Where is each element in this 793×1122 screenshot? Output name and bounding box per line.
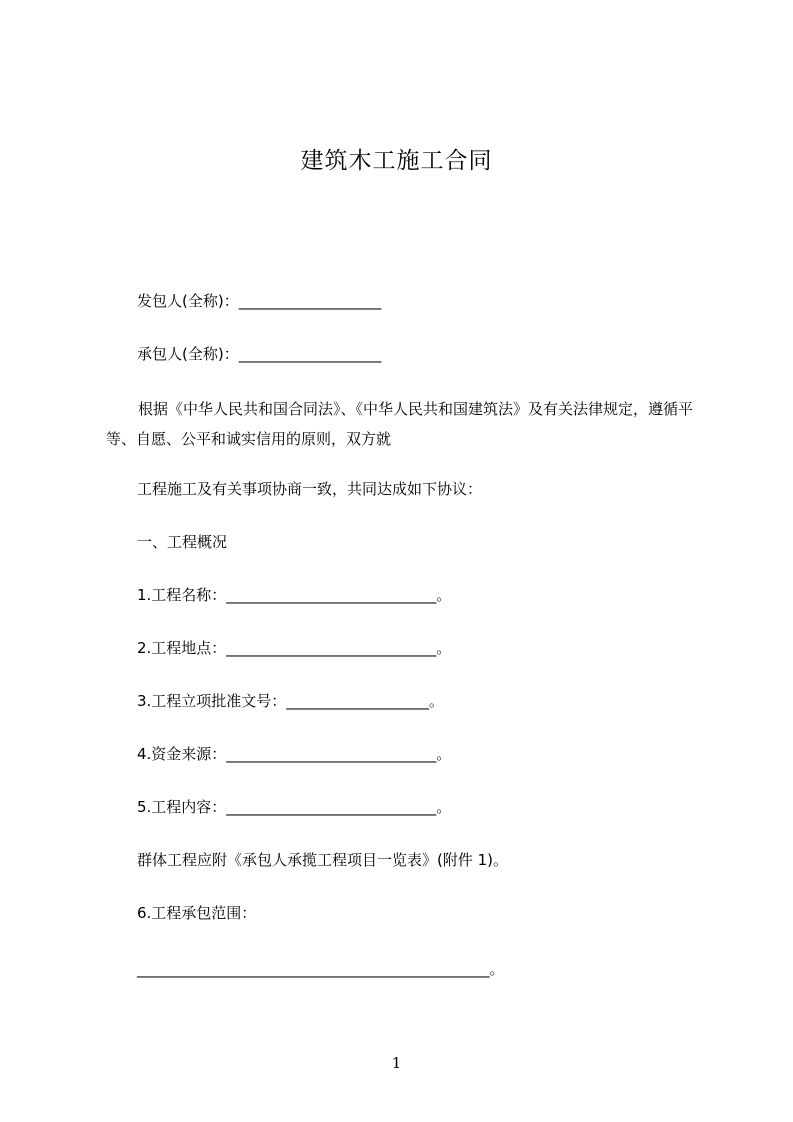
item-project-content: 5.工程内容：____________________________。 <box>137 798 452 816</box>
document-title: 建筑木工施工合同 <box>300 148 493 174</box>
item-funding-source: 4.资金来源：____________________________。 <box>137 745 452 763</box>
item-project-location: 2.工程地点：____________________________。 <box>137 639 452 657</box>
item-contract-scope: 6.工程承包范围： <box>137 904 257 922</box>
scope-blank-line: _______________________________________________。 <box>137 960 505 978</box>
agreement-line: 工程施工及有关事项协商一致，共同达成如下协议： <box>137 480 483 498</box>
item-approval-number: 3.工程立项批准文号：___________________。 <box>137 692 444 710</box>
preamble-paragraph <box>106 394 696 454</box>
party-b-line: 承包人(全称)：___________________ <box>137 345 382 363</box>
group-project-note: 群体工程应附《承包人承揽工程项目一览表》(附件 1)。 <box>137 851 509 869</box>
item-project-name: 1.工程名称：____________________________。 <box>137 586 452 604</box>
preamble-text: 根据《中华人民共和国合同法》、《中华人民共和国建筑法》及有关法律规定，遵循平等、自愿、公平和诚实信用的原则，双方就 <box>106 400 694 448</box>
section1-heading: 一、工程概况 <box>137 533 228 551</box>
party-a-line: 发包人(全称)：___________________ <box>137 292 382 310</box>
page-number: 1 <box>391 1054 402 1072</box>
